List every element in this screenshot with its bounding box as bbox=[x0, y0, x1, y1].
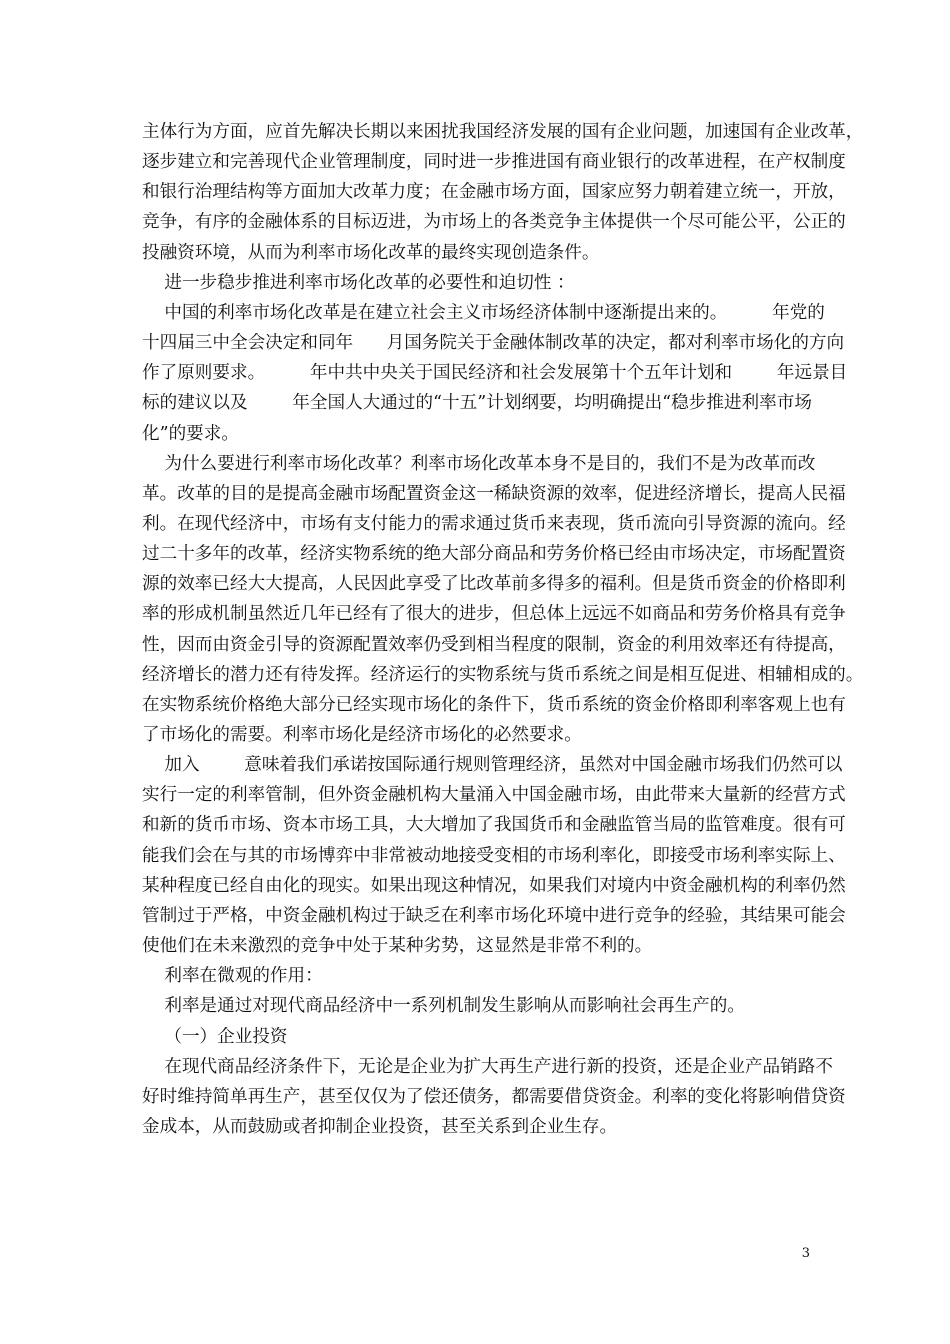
text-line: 利率是通过对现代商品经济中一系列机制发生影响从而影响社会再生产的。 bbox=[142, 996, 745, 1017]
text-line: 好时维持简单再生产，甚至仅仅为了偿还债务，都需要借贷资金。利率的变化将影响借贷资 bbox=[142, 1086, 846, 1107]
text-line: 逐步建立和完善现代企业管理制度，同时进一步推进国有商业银行的改革进程，在产权制度 bbox=[142, 152, 846, 173]
text-line: 率的形成机制虽然近几年已经有了很大的进步，但总体上远远不如商品和劳务价格具有竞争 bbox=[142, 604, 846, 625]
text-line: 中国的利率市场化改革是在建立社会主义市场经济体制中逐渐提出来的。 年党的 bbox=[142, 302, 825, 323]
text-line: 进一步稳步推进利率市场化改革的必要性和迫切性 ： bbox=[142, 272, 575, 293]
text-line: 竞争，有序的金融体系的目标迈进，为市场上的各类竞争主体提供一个尽可能公平，公正的 bbox=[142, 212, 846, 233]
text-line: 十四届三中全会决定和同年 月国务院关于金融体制改革的决定，都对利率市场化的方向 bbox=[142, 333, 845, 353]
text-line: 主体行为方面，应首先解决长期以来困扰我国经济发展的国有企业问题，加速国有企业改革， bbox=[142, 122, 864, 142]
text-line: 使他们在未来激烈的竞争中处于某种劣势，这显然是非常不利的。 bbox=[142, 936, 653, 956]
text-line: 管制过于严格，中资金融机构过于缺乏在利率市场化环境中进行竞争的经验，其结果可能会 bbox=[142, 905, 846, 926]
text-line: 某种程度已经自由化的现实。如果出现这种情况，如果我们对境内中资金融机构的利率仍然 bbox=[142, 875, 846, 896]
text-line: 了市场化的需要。利率市场化是经济市场化的必然要求。 bbox=[142, 725, 582, 745]
text-line: 为什么要进行利率市场化改革？利率市场化改革本身不是目的，我们不是为改革而改 bbox=[142, 453, 816, 474]
text-line: 性，因而由资金引导的资源配置效率仍受到相当程度的限制，资金的利用效率还有待提高， bbox=[142, 634, 846, 655]
text-line: 利。在现代经济中，市场有支付能力的需求通过货币来表现，货币流向引导资源的流向。经 bbox=[142, 514, 846, 534]
text-line: 革。改革的目的是提高金融市场配置资金这一稀缺资源的效率，促进经济增长，提高人民福 bbox=[142, 483, 846, 504]
text-line: 实行一定的利率管制，但外资金融机构大量涌入中国金融市场，由此带来大量新的经营方式 bbox=[142, 785, 846, 806]
text-line: 标的建议以及 年全国人大通过的“十五”计划纲要，均明确提出“稳步推进利率市场 bbox=[142, 393, 812, 414]
text-line: 源的效率已经大大提高，人民因此享受了比改革前多得多的福利。但是货币资金的价格即利 bbox=[142, 574, 846, 595]
text-line: 加入 意味着我们承诺按国际通行规则管理经济，虽然对中国金融市场我们仍然可以 bbox=[142, 755, 843, 776]
text-line: 在现代商品经济条件下，无论是企业为扩大再生产进行新的投资，还是企业产品销路不 bbox=[142, 1056, 833, 1077]
text-line: 能我们会在与其的市场博弈中非常被动地接受变相的市场利率化，即接受市场利率实际上、 bbox=[142, 845, 846, 866]
text-line: （一）企业投资 bbox=[142, 1026, 288, 1047]
text-line: 化”的要求。 bbox=[142, 423, 239, 444]
text-line: 作了原则要求。 年中共中央关于国民经济和社会发展第十个五年计划和 年远景目 bbox=[142, 363, 848, 384]
page-number: 3 bbox=[801, 1246, 810, 1261]
text-line: 过二十多年的改革，经济实物系统的绝大部分商品和劳务价格已经由市场决定，市场配置资 bbox=[142, 544, 846, 565]
text-line: 在实物系统价格绝大部分已经实现市场化的条件下，货币系统的资金价格即利率客观上也有 bbox=[142, 694, 846, 715]
text-line: 经济增长的潜力还有待发挥。经济运行的实物系统与货币系统之间是相互促进、相辅相成的。 bbox=[142, 664, 864, 685]
text-line: 投融资环境，从而为利率市场化改革的最终实现创造条件。 bbox=[142, 242, 600, 263]
text-line: 金成本，从而鼓励或者抑制企业投资，甚至关系到企业生存。 bbox=[142, 1116, 618, 1137]
text-line: 利率在微观的作用： bbox=[142, 966, 323, 987]
text-line: 和新的货币市场、资本市场工具，大大增加了我国货币和金融监管当局的监管难度。很有可 bbox=[142, 815, 846, 836]
text-line: 和银行治理结构等方面加大改革力度；在金融市场方面，国家应努力朝着建立统一，开放， bbox=[142, 182, 846, 203]
